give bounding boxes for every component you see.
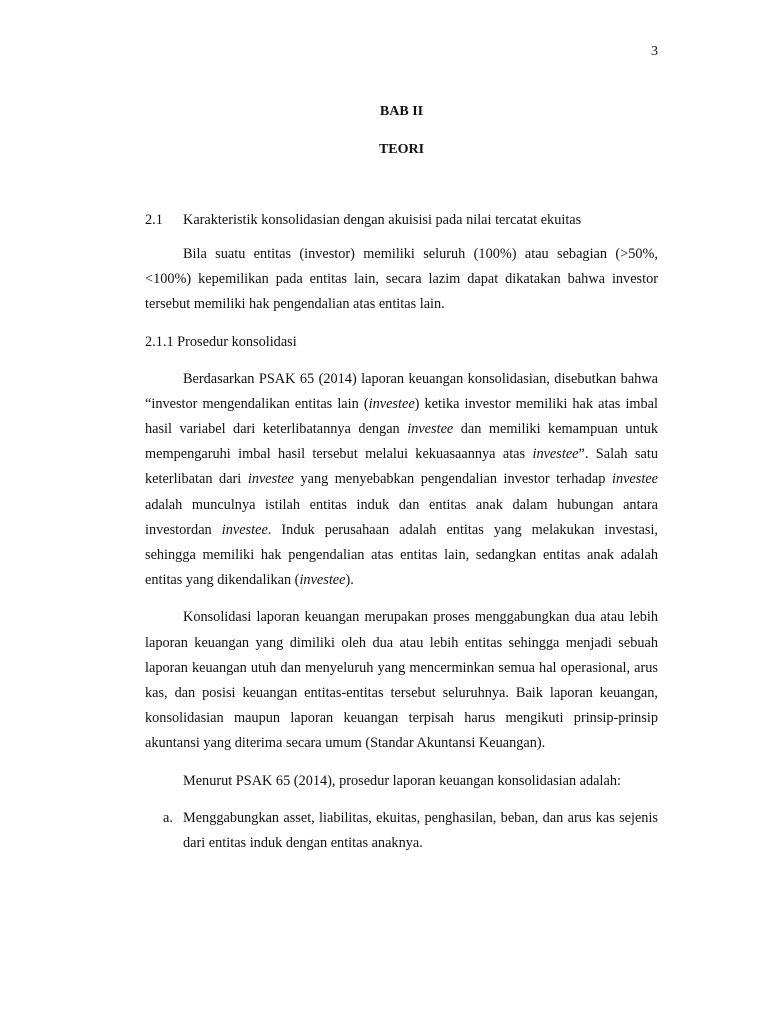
italic-term: investee: [532, 446, 579, 463]
italic-term: investee: [407, 421, 454, 438]
italic-term: investee: [221, 521, 268, 538]
text-run: . Induk perusahaan adalah entitas yang melakukan investasi, sehingga memiliki hak pengendalian atas entitas lain, sedangkan entitas anak adalah entitas yang dikendalikan (: [145, 521, 659, 589]
paragraph-procedure-intro: Menurut PSAK 65 (2014), prosedur laporan keuangan konsolidasian adalah:: [183, 772, 621, 789]
text-run: yang menyebabkan pengendalian investor terhadap: [293, 471, 612, 488]
paragraph-consolidation: Konsolidasi laporan keuangan merupakan proses menggabungkan dua atau lebih laporan keuangan yang dimiliki oleh dua atau lebih entitas sehingga menjadi sebuah laporan keuangan utuh dan menyeluruh yang mencerminkan semua hal operasional, arus kas, dan posisi keuangan entitas-entitas tersebut seluruhnya. Baik laporan keuangan, konsolidasian maupun laporan keuangan terpisah harus mengikuti prinsip-prinsip akuntansi yang diterima secara umum (Standar Akuntansi Keuangan).: [145, 609, 658, 752]
text-run: ).: [345, 572, 354, 589]
body-content: [145, 208, 658, 856]
list-marker: a.: [163, 809, 173, 826]
procedure-list: [145, 806, 658, 856]
text-run: dan memiliki kemampuan untuk mempengaruhi imbal hasil tersebut melalui kekuasaannya atas: [145, 421, 658, 463]
section-title: Karakteristik konsolidasian dengan akuisisi pada nilai tercatat ekuitas: [183, 212, 582, 228]
paragraph-ownership: Bila suatu entitas (investor) memiliki seluruh (100%) atau sebagian (>50%, <100%) kepemilikan pada entitas lain, secara lazim dapat dikatakan bahwa investor tersebut memiliki hak pengendalian atas entitas lain.: [145, 246, 658, 313]
text-run: ) ketika investor memiliki hak atas imbal hasil variabel dari keterlibatannya dengan: [145, 395, 658, 438]
text-run: ”. Salah satu keterlibatan dari: [145, 446, 658, 488]
italic-term: investee: [247, 471, 294, 488]
section-heading-2-1: [145, 208, 658, 233]
italic-term: investee: [368, 395, 415, 412]
italic-term: investee: [611, 471, 659, 488]
list-item-text: Menggabungkan asset, liabilitas, ekuitas, penghasilan, beban, dan arus kas sejenis dari entitas induk dengan entitas anaknya.: [183, 809, 658, 852]
list-item: [145, 806, 658, 856]
text-run: Berdasarkan PSAK 65 (2014) laporan keuangan konsolidasian, disebutkan bahwa “investor mengendalikan entitas lain (: [145, 370, 658, 412]
section-number: 2.1: [145, 212, 163, 228]
paragraph-psak-definition: [145, 367, 658, 594]
subsection-heading-2-1-1: 2.1.1 Prosedur konsolidasi: [145, 333, 297, 350]
italic-term: investee: [299, 572, 346, 589]
page-number: 3: [651, 44, 658, 59]
text-run: adalah munculnya istilah entitas induk dan entitas anak dalam hubungan antara investordan: [145, 496, 658, 538]
chapter-label: BAB II: [379, 104, 424, 119]
chapter-title: TEORI: [378, 142, 425, 157]
